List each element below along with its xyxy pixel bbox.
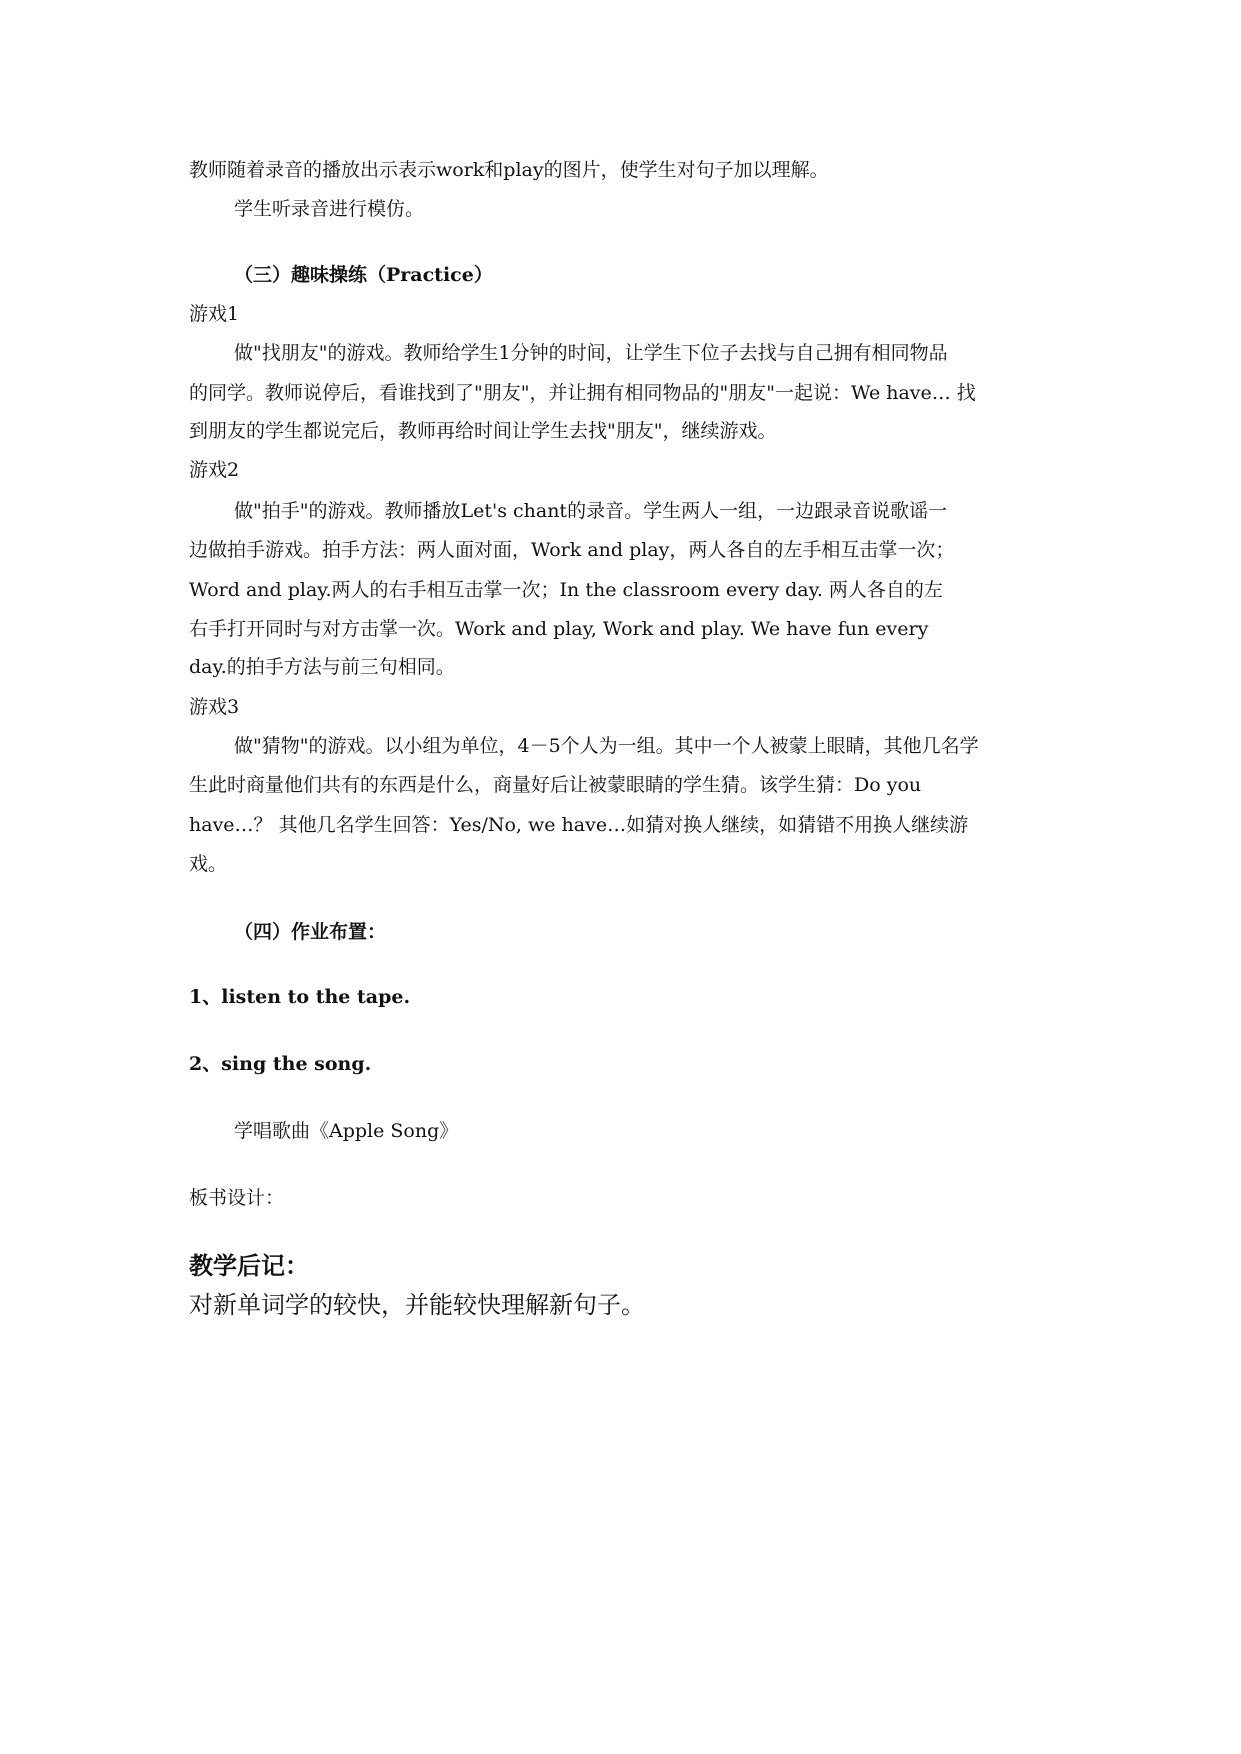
song-line: 学唱歌曲《Apple Song》 (234, 1120, 459, 1142)
game2-title: 游戏2 (189, 459, 240, 481)
game1-line: 做"找朋友"的游戏。教师给学生1分钟的时间，让学生下位子去找与自己拥有相同物品 (234, 342, 948, 364)
game2-line: 边做拍手游戏。拍手方法：两人面对面，Work and play，两人各自的左手相互击掌一次； (189, 539, 955, 561)
game1-title: 游戏1 (189, 303, 240, 325)
game3-line: 生此时商量他们共有的东西是什么，商量好后让被蒙眼睛的学生猜。该学生猜：Do you (189, 774, 922, 796)
section-heading-practice: （三）趣味操练（Practice） (234, 264, 493, 286)
reflection-text: 对新单词学的较快，并能较快理解新句子。 (189, 1291, 645, 1319)
game2-line: 右手打开同时与对方击掌一次。Work and play, Work and play. We have fun every (189, 618, 929, 640)
game1-line: 到朋友的学生都说完后，教师再给时间让学生去找"朋友"，继续游戏。 (189, 420, 777, 442)
game3-line: 做"猜物"的游戏。以小组为单位，4－5个人为一组。其中一个人被蒙上眼睛，其他几名学 (234, 735, 979, 757)
paragraph-imitate: 学生听录音进行模仿。 (234, 198, 425, 220)
homework-item: 2、sing the song. (189, 1053, 372, 1075)
game2-line: day.的拍手方法与前三句相同。 (189, 656, 455, 678)
reflection-heading: 教学后记： (189, 1251, 309, 1280)
homework-item: 1、listen to the tape. (189, 986, 411, 1008)
game1-line: 的同学。教师说停后，看谁找到了"朋友"，并让拥有相同物品的"朋友"一起说：We have… 找 (189, 382, 976, 404)
game3-line: 戏。 (189, 853, 228, 875)
game3-line: have…？ 其他几名学生回答：Yes/No, we have…如猜对换人继续，如猜错不用换人继续游 (189, 814, 969, 836)
board-design-label: 板书设计： (189, 1187, 285, 1209)
game3-title: 游戏3 (189, 696, 240, 718)
game2-line: Word and play.两人的右手相互击掌一次；In the classroom every day. 两人各自的左 (189, 579, 943, 601)
section-heading-homework: （四）作业布置： (234, 921, 387, 943)
game2-line: 做"拍手"的游戏。教师播放Let's chant的录音。学生两人一组，一边跟录音说歌谣一 (234, 500, 948, 522)
paragraph-intro: 教师随着录音的播放出示表示work和play的图片，使学生对句子加以理解。 (189, 159, 829, 181)
